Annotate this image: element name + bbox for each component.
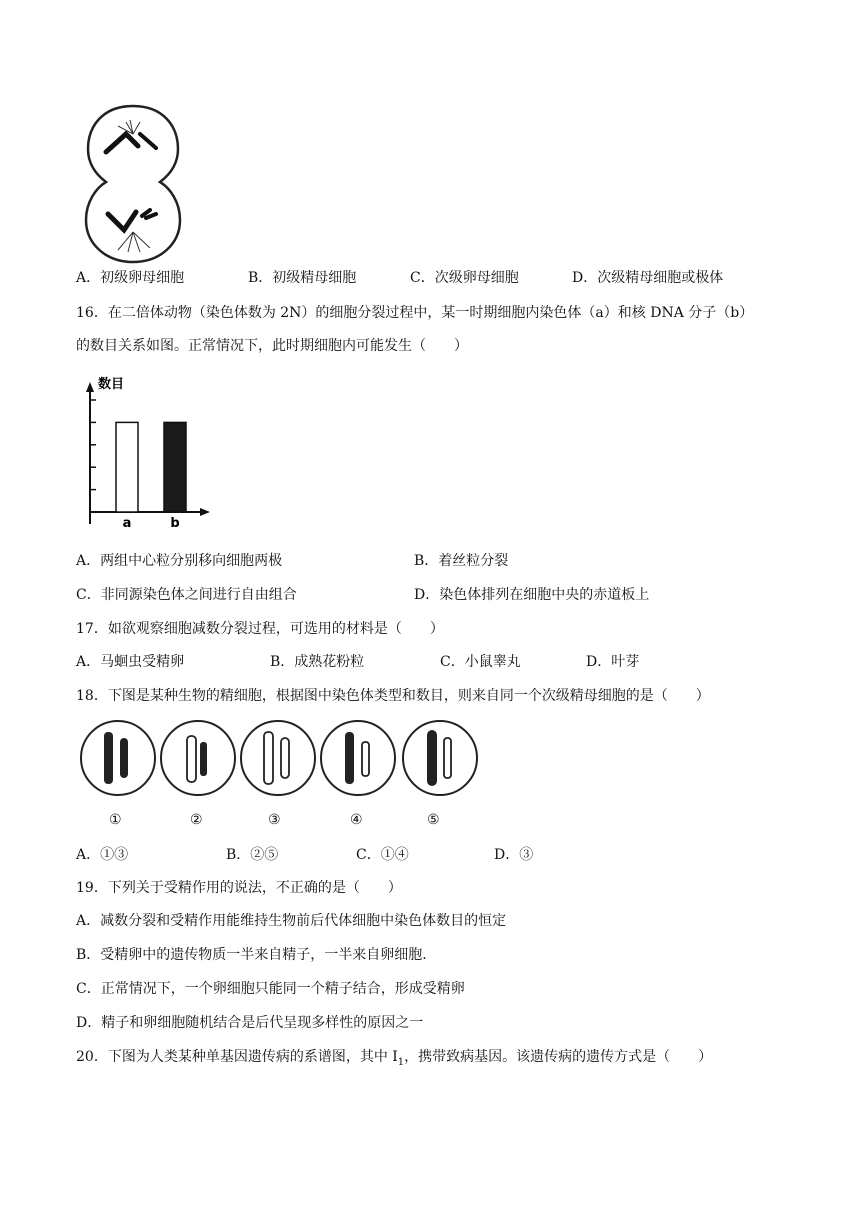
sperm-cell-4 — [321, 721, 395, 795]
q20-stem-sub: 1 — [397, 1056, 405, 1068]
q20-stem-post: ，携带致病基因。该遗传病的遗传方式是（ ） — [404, 1049, 713, 1065]
q16-option-d: D．染色体排列在细胞中央的赤道板上 — [414, 587, 650, 603]
sperm-cell-5 — [403, 721, 477, 795]
q16-stem-line1: 16．在二倍体动物（染色体数为 2N）的细胞分裂过程中，某一时期细胞内染色体（a）和核 DNA 分子（b） — [76, 305, 754, 321]
q16-stem-line2: 的数目关系如图。正常情况下，此时期细胞内可能发生（ ） — [76, 338, 468, 354]
q17-option-d: D．叶芽 — [586, 654, 640, 670]
q19-option-b: B．受精卵中的遗传物质一半来自精子，一半来自卵细胞. — [76, 947, 427, 963]
q16-option-c: C．非同源染色体之间进行自由组合 — [76, 587, 297, 603]
q18-stem: 18．下图是某种生物的精细胞，根据图中染色体类型和数目，则来自同一个次级精母细胞的是（ ） — [76, 688, 710, 704]
q16-option-a: A．两组中心粒分别移向细胞两极 — [76, 553, 283, 569]
q15-option-d: D．次级精母细胞或极体 — [572, 270, 724, 286]
sperm-cell-3 — [241, 721, 315, 795]
q18-option-a: A．①③ — [76, 847, 129, 863]
q18-option-d: D．③ — [494, 847, 534, 863]
cell-label-5: ⑤ — [427, 812, 440, 828]
q16-option-b: B．着丝粒分裂 — [414, 553, 509, 569]
q15-option-a: A．初级卵母细胞 — [76, 270, 185, 286]
q20-stem-pre: 20．下图为人类某种单基因遗传病的系谱图，其中 I — [76, 1049, 398, 1065]
sperm-cell-2 — [161, 721, 235, 795]
q19-stem: 19．下列关于受精作用的说法，不正确的是（ ） — [76, 880, 402, 896]
q19-option-c: C．正常情况下，一个卵细胞只能同一个精子结合，形成受精卵 — [76, 981, 465, 997]
category-label-a: a — [122, 516, 132, 531]
bar-b — [164, 422, 186, 512]
cell-division-figure — [78, 104, 188, 264]
bar-a — [116, 422, 138, 512]
q19-option-d: D．精子和卵细胞随机结合是后代呈现多样性的原因之一 — [76, 1015, 424, 1031]
cell-label-4: ④ — [350, 812, 363, 828]
q15-option-c: C．次级卵母细胞 — [410, 270, 519, 286]
q18-option-c: C．①④ — [356, 847, 409, 863]
q17-option-b: B．成熟花粉粒 — [270, 654, 365, 670]
sperm-cell-1 — [81, 721, 155, 795]
cell-label-1: ① — [109, 812, 122, 828]
q17-option-c: C．小鼠睾丸 — [440, 654, 521, 670]
q20-stem — [76, 1047, 712, 1073]
chart-ylabel: 数目 — [98, 377, 125, 392]
q19-option-a: A．减数分裂和受精作用能维持生物前后代体细胞中染色体数目的恒定 — [76, 913, 507, 929]
q15-option-b: B．初级精母细胞 — [248, 270, 357, 286]
cell-label-3: ③ — [268, 812, 281, 828]
q17-stem: 17．如欲观察细胞减数分裂过程，可选用的材料是（ ） — [76, 621, 444, 637]
q18-sperm-cells-figure — [78, 716, 488, 802]
q16-bar-chart — [76, 372, 216, 532]
q17-option-a: A．马蛔虫受精卵 — [76, 654, 185, 670]
category-label-b: b — [170, 516, 180, 531]
cell-label-2: ② — [190, 812, 203, 828]
q18-option-b: B．②⑤ — [226, 847, 279, 863]
